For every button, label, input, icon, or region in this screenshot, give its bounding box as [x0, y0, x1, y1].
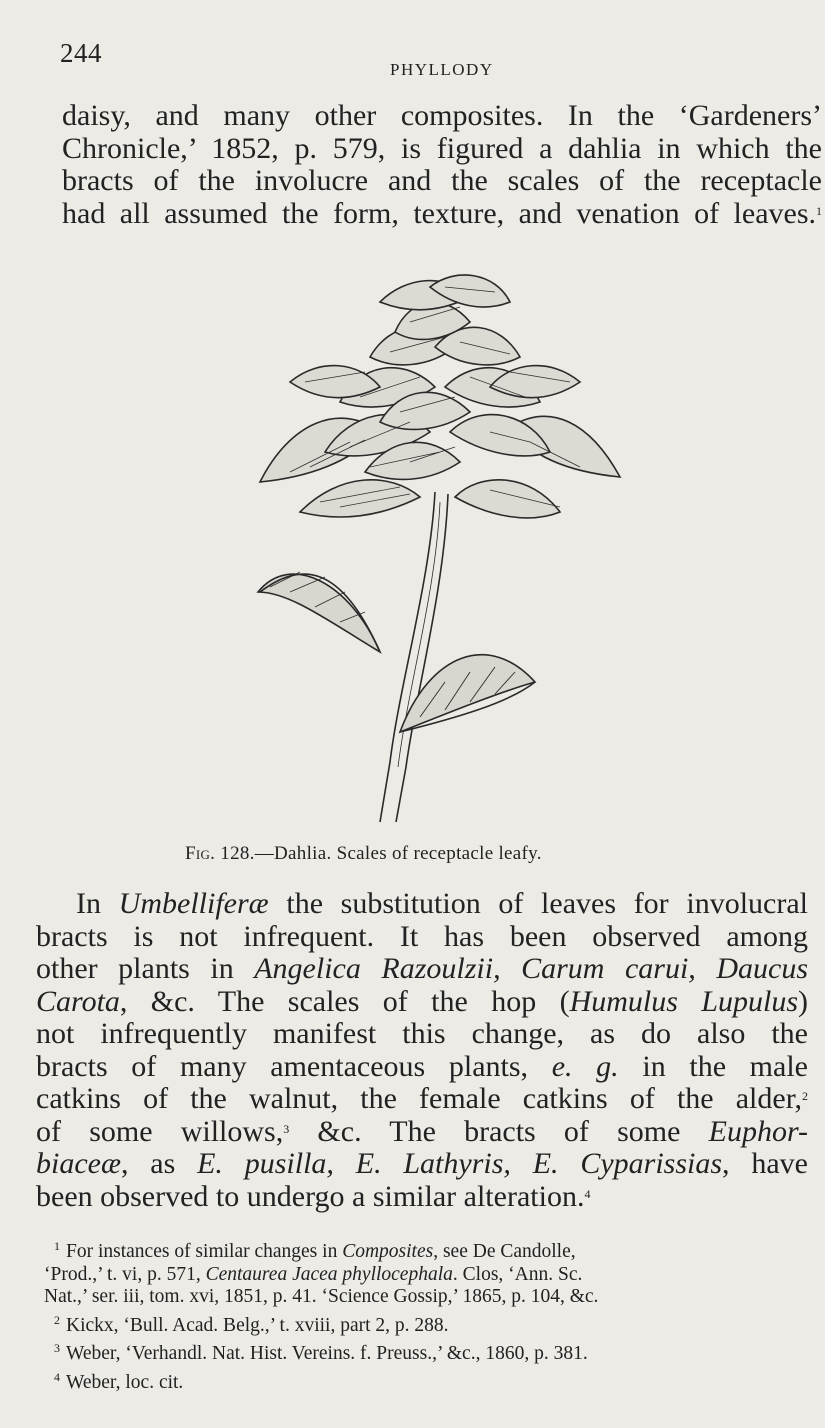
text-run: been observed to undergo a similar alteration. [36, 1179, 585, 1213]
text-line [36, 1083, 808, 1116]
text-line [36, 1181, 808, 1214]
italic-run: biaceæ [36, 1147, 121, 1180]
footnotes [44, 1235, 809, 1394]
text-run: catkins of the walnut, the female catkins of the alder, [36, 1082, 802, 1115]
footnote-label: 1 [54, 1239, 60, 1253]
footnote-1-continued [44, 1264, 809, 1287]
text-run: . Clos, ‘Ann. Sc. [452, 1263, 583, 1285]
text-run: ) [798, 984, 808, 1018]
text-run: the substitution of leaves for involucral [268, 887, 808, 920]
caption-label: Fig. [185, 843, 216, 864]
footnote-label: 4 [54, 1369, 60, 1384]
italic-run: Humulus Lupulus [569, 984, 798, 1018]
text-run: bracts of many amentaceous plants, [36, 1049, 552, 1083]
italic-run: Euphor- [708, 1114, 809, 1148]
paragraph-dahlia [62, 100, 822, 230]
caption-text: 128.—Dahlia. Scales of receptacle leafy. [215, 843, 542, 864]
text-run: , have [722, 1147, 808, 1180]
footnote-1 [44, 1235, 809, 1264]
text-line [62, 198, 822, 231]
footnote-ref-3: 3 [283, 1121, 290, 1136]
text-run: &c. The bracts of some [289, 1114, 709, 1148]
text-line [36, 986, 808, 1019]
footnote-label: 3 [54, 1341, 60, 1355]
stem [380, 492, 448, 822]
italic-run: Carota [36, 984, 120, 1018]
text-run: of some willows, [36, 1114, 284, 1148]
text-line [36, 1148, 808, 1181]
footnote-label: 2 [54, 1312, 60, 1327]
text-run: Weber, loc. cit. [66, 1371, 184, 1393]
text-line [36, 888, 808, 921]
dahlia-illustration [230, 262, 650, 828]
text-line-content: had all assumed the form, texture, and venation of leaves. [62, 196, 816, 230]
text-line: bracts is not infrequent. It has been observed among [36, 919, 808, 953]
text-run: in the male [618, 1049, 808, 1083]
italic-run: e. g. [551, 1049, 619, 1083]
text-run: , &c. The scales of the hop ( [119, 984, 570, 1018]
text-run: , see De Candolle, [433, 1241, 576, 1262]
right-leaf [400, 655, 535, 732]
footnote-ref-1: 1 [816, 203, 822, 218]
paragraph-umbelliferae [36, 888, 808, 1213]
text-run: , as [120, 1147, 198, 1180]
footnote-3 [44, 1337, 809, 1366]
footnote-ref-2: 2 [802, 1089, 808, 1103]
italic-run: E. pusilla, E. Lathyris, E. Cyparissias [197, 1147, 723, 1180]
text-run: other plants in [36, 952, 255, 985]
text-line: not infrequently manifest this change, as do also the [36, 1017, 808, 1050]
flower-head [260, 275, 620, 518]
text-line: daisy, and many other composites. In the ‘Gardeners’ [62, 99, 822, 132]
text-line [36, 953, 808, 986]
text-line [36, 1051, 808, 1084]
footnote-ref-4: 4 [584, 1186, 591, 1201]
text-run: In [76, 887, 119, 920]
italic-run: Centaurea Jacea phyllocephala [205, 1263, 453, 1285]
text-line [36, 1116, 808, 1149]
footnote-1-continued: Nat.,’ ser. iii, tom. xvi, 1851, p. 41. ‘Science Gossip,’ 1865, p. 104, &c. [44, 1286, 599, 1307]
italic-run: Composites [342, 1241, 434, 1262]
italic-run: Umbelliferæ [118, 887, 269, 920]
text-run: For instances of similar changes in [66, 1241, 343, 1262]
text-run: Weber, ‘Verhandl. Nat. Hist. Vereins. f. Preuss.,’ &c., 1860, p. 381. [66, 1343, 588, 1364]
page-number: 244 [60, 38, 102, 68]
text-run: Kickx, ‘Bull. Acad. Belg.,’ t. xviii, part 2, p. 288. [66, 1314, 449, 1336]
running-head: PHYLLODY [390, 60, 494, 79]
footnote-4 [44, 1366, 809, 1395]
text-line: Chronicle,’ 1852, p. 579, is figured a dahlia in which the [62, 131, 822, 165]
text-line: bracts of the involucre and the scales of the receptacle [62, 164, 822, 197]
figure-caption [185, 843, 542, 865]
footnote-2 [44, 1309, 809, 1338]
italic-run: Angelica Razoulzii, Carum carui, Daucus [254, 952, 808, 985]
text-run: ‘Prod.,’ t. vi, p. 571, [44, 1263, 206, 1285]
